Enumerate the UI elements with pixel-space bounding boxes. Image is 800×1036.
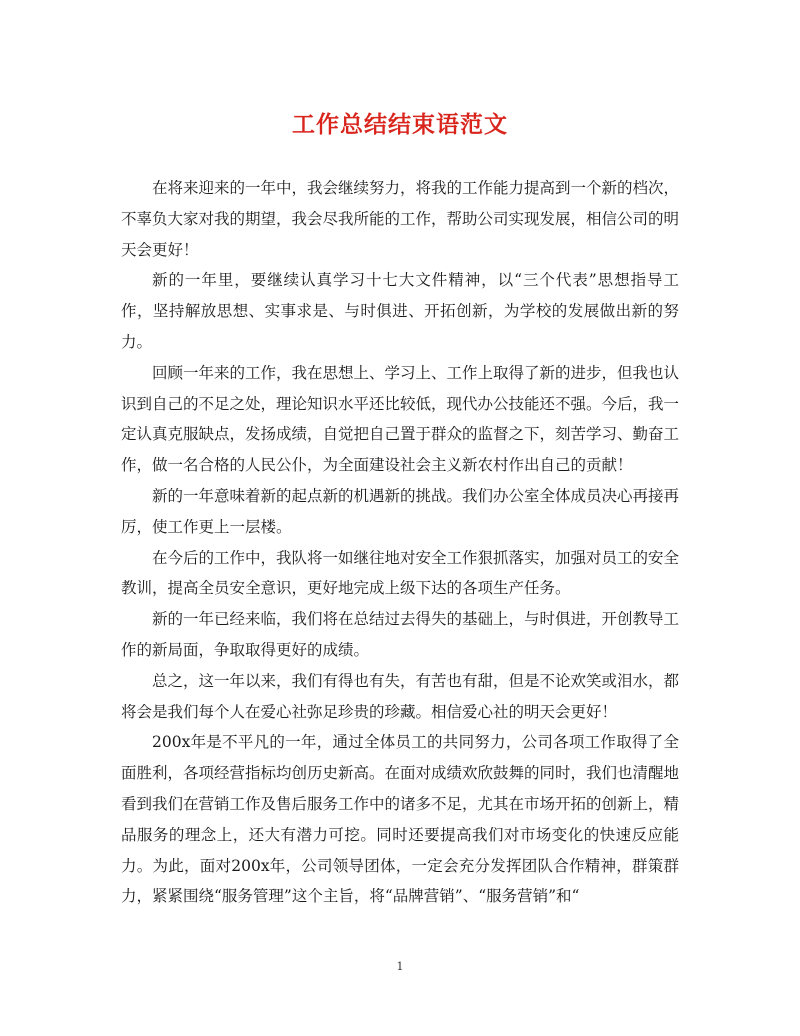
paragraph: 新的一年里，要继续认真学习十七大文件精神，以“三个代表”思想指导工作，坚持解放思想、实事求是、与时俱进、开拓创新，为学校的发展做出新的努力。: [121, 271, 679, 351]
paragraph: 总之，这一年以来，我们有得也有失，有苦也有甜，但是不论欢笑或泪水，都将会是我们每个人在爱心社弥足珍贵的珍藏。相信爱心社的明天会更好！: [121, 671, 680, 721]
document-body: [121, 173, 679, 912]
paragraph: 在今后的工作中，我队将一如继往地对安全工作狠抓落实，加强对员工的安全教训，提高全员安全意识，更好地完成上级下达的各项生产任务。: [121, 548, 680, 598]
paragraph: 200x年是不平凡的一年，通过全体员工的共同努力，公司各项工作取得了全面胜利，各项经营指标均创历史新高。在面对成绩欢欣鼓舞的同时，我们也清醒地看到我们在营销工作及售后服务工作中的诸多不足，尤其在市场开拓的创新上，精品服务的理念上，还大有潜力可挖。同时还要提高我们对市场变化的快速反应能力。为此，面对200x年，公司领导团体，一定会充分发挥团队合作精神，群策群力，紧紧围绕“服务管理”这个主旨，将“品牌营销”、“服务营销”和“: [121, 733, 680, 906]
paragraph: 在将来迎来的一年中，我会继续努力，将我的工作能力提高到一个新的档次，不辜负大家对我的期望，我会尽我所能的工作，帮助公司实现发展，相信公司的明天会更好！: [121, 179, 680, 259]
paragraph: 新的一年已经来临，我们将在总结过去得失的基础上，与时俱进，开创教导工作的新局面，争取取得更好的成绩。: [121, 610, 680, 659]
document-title: 工作总结结束语范文: [292, 111, 508, 138]
paragraph: 回顾一年来的工作，我在思想上、学习上、工作上取得了新的进步，但我也认识到自己的不足之处，理论知识水平还比较低，现代办公技能还不强。今后，我一定认真克服缺点，发扬成绩，自觉把自己置于群众的监督之下，刻苦学习、勤奋工作，做一名合格的人民公仆，为全面建设社会主义新农村作出自己的贡献！: [121, 363, 680, 475]
page-number: 1: [396, 960, 404, 973]
paragraph: 新的一年意味着新的起点新的机遇新的挑战。我们办公室全体成员决心再接再厉，使工作更上一层楼。: [121, 486, 680, 536]
